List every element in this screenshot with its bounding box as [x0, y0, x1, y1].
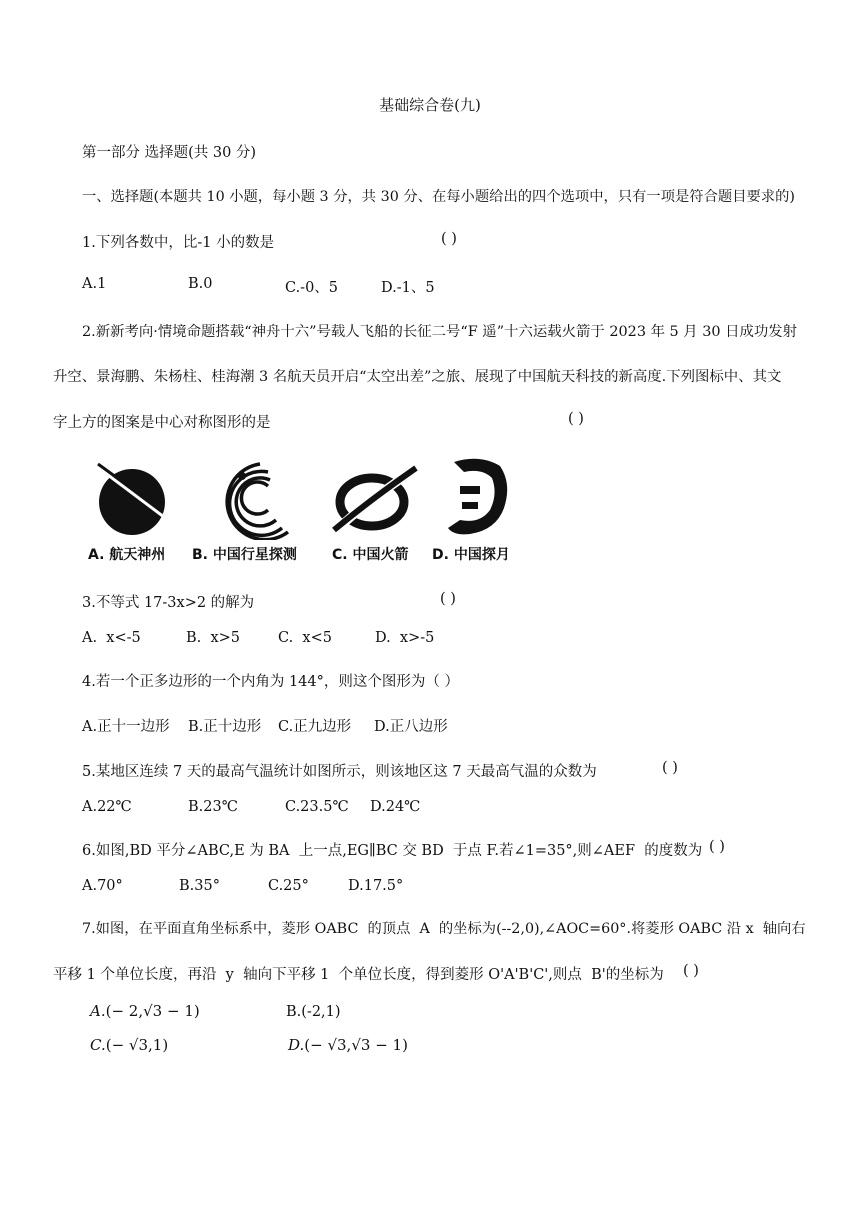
answer-paren: ( )	[683, 963, 699, 979]
question-stem-line2: 平移 1 个单位长度，再沿 y 轴向下平移 1 个单位长度，得到菱形 O'A'B'C',则点 B'的坐标为	[53, 967, 664, 983]
question-stem: 5.某地区连续 7 天的最高气温统计如图所示，则该地区这 7 天最高气温的众数为	[82, 764, 597, 780]
answer-paren: ( )	[568, 411, 584, 427]
lunar-exploration-icon	[440, 454, 512, 540]
icon-caption-c: C. 中国火箭	[332, 547, 409, 563]
question-stem-line1: 2.新新考向·情境命题搭载“神舟十六”号载人飞船的长征二号“F 遥”十六运载火箭于 2023 年 5 月 30 日成功发射	[82, 324, 798, 340]
option-b: B.0	[188, 276, 213, 292]
option-d: D.-1、5	[381, 280, 435, 296]
option-c: C.正九边形	[278, 719, 352, 735]
option-a: A.22℃	[82, 799, 132, 815]
icon-caption-d: D. 中国探月	[432, 547, 510, 563]
answer-paren: ( )	[709, 839, 725, 855]
answer-paren: ( )	[662, 760, 678, 776]
icon-caption-b: B. 中国行星探测	[192, 547, 297, 563]
question-stem: 6.如图,BD 平分∠ABC,E 为 BA 上一点,EG∥BC 交 BD 于点 F.若∠1=35°,则∠AEF 的度数为	[82, 843, 703, 859]
option-c-letter: C.	[90, 1036, 106, 1054]
option-b: B.(-2,1)	[286, 1004, 341, 1020]
option-c: C. x<5	[278, 630, 332, 646]
question-stem-line3: 字上方的图案是中心对称图形的是	[53, 415, 271, 431]
option-c: C.23.5℃	[285, 799, 349, 815]
answer-paren: ( )	[440, 591, 456, 607]
option-a: A. x<-5	[82, 630, 141, 646]
planet-exploration-icon	[212, 458, 292, 540]
option-a	[90, 1002, 200, 1020]
option-c-value: (− √3,1)	[105, 1036, 169, 1054]
option-c: C.25°	[268, 878, 309, 894]
option-d: D. x>-5	[375, 630, 435, 646]
part-heading: 第一部分 选择题(共 30 分)	[82, 145, 257, 161]
option-a: A.70°	[82, 878, 123, 894]
option-d: D.24℃	[370, 799, 421, 815]
option-d: D.正八边形	[374, 719, 448, 735]
option-d-value: (− √3,√3 − 1)	[304, 1036, 408, 1054]
option-b: B.23℃	[188, 799, 238, 815]
option-a: A.1	[82, 276, 107, 292]
option-d: D.17.5°	[348, 878, 404, 894]
option-c	[90, 1036, 168, 1054]
section-heading: 一、选择题(本题共 10 小题，每小题 3 分，共 30 分、在每小题给出的四个选项中，只有一项是符合题目要求的)	[82, 189, 795, 205]
option-b: B.正十边形	[188, 719, 262, 735]
question-stem: 3.不等式 17-3x>2 的解为	[82, 595, 255, 611]
option-c: C.-0、5	[285, 280, 339, 296]
aerospace-shenzhou-icon	[90, 460, 174, 538]
option-b: B.35°	[179, 878, 220, 894]
icon-caption-a: A. 航天神州	[88, 547, 166, 563]
option-a: A.正十一边形	[82, 719, 170, 735]
option-b: B. x>5	[186, 630, 241, 646]
option-d	[288, 1036, 408, 1054]
option-a-letter: A.	[90, 1002, 106, 1020]
china-rocket-icon	[326, 462, 422, 538]
answer-paren: ( )	[441, 231, 457, 247]
question-stem-line2: 升空、景海鹏、朱杨柱、桂海潮 3 名航天员开启“太空出差”之旅、展现了中国航天科技的新高度.下列图标中、其文	[53, 369, 782, 385]
question-stem-line1: 7.如图，在平面直角坐标系中，菱形 OABC 的顶点 A 的坐标为(--2,0),∠AOC=60°.将菱形 OABC 沿 x 轴向右	[82, 921, 806, 937]
paper-title: 基础综合卷(九)	[379, 96, 481, 114]
question-stem: 4.若一个正多边形的一个内角为 144°，则这个图形为（ ）	[82, 674, 459, 690]
option-a-value: (− 2,√3 − 1)	[105, 1002, 200, 1020]
question-stem: 1.下列各数中，比-1 小的数是	[82, 235, 275, 251]
option-d-letter: D.	[288, 1036, 305, 1054]
